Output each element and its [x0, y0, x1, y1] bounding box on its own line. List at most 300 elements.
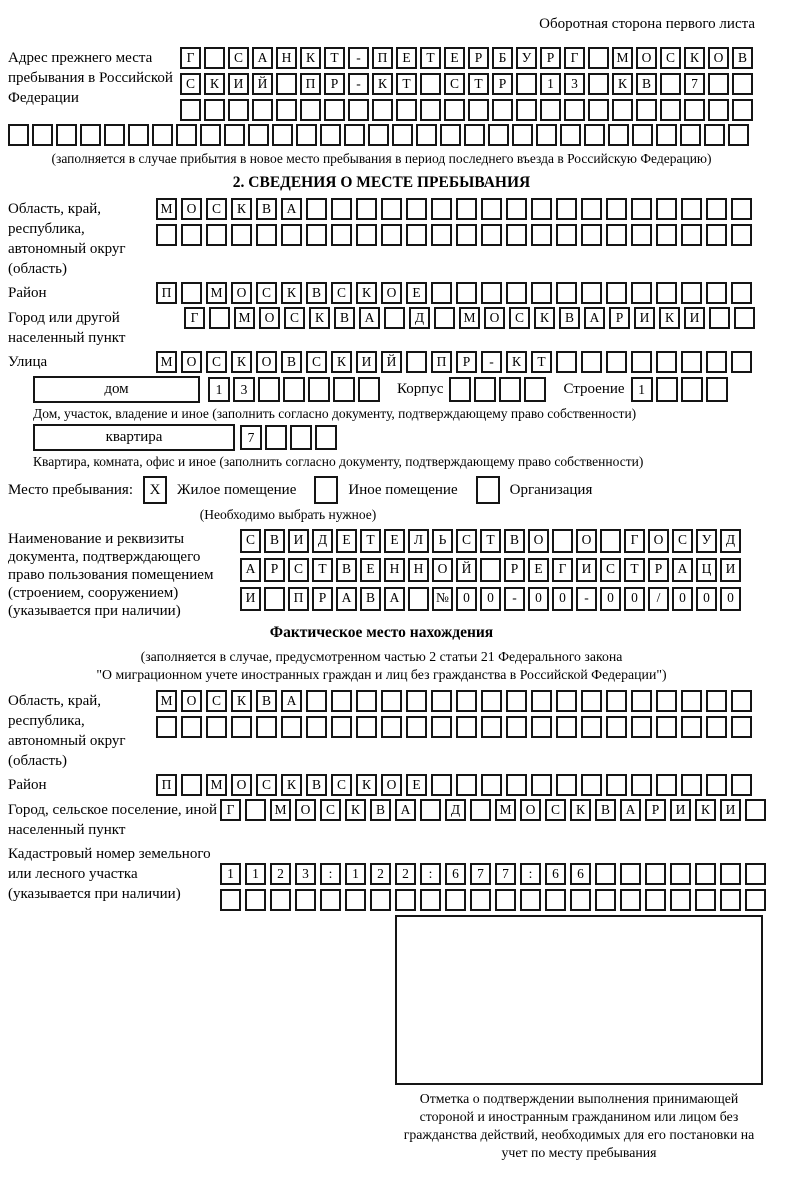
char-box[interactable]	[456, 224, 477, 246]
char-box[interactable]	[481, 282, 502, 304]
char-box[interactable]: К	[300, 47, 321, 69]
char-box[interactable]: :	[520, 863, 541, 885]
char-box[interactable]: К	[612, 73, 633, 95]
char-box[interactable]: Т	[312, 558, 333, 582]
char-box[interactable]	[152, 124, 173, 146]
char-box[interactable]	[506, 774, 527, 796]
char-box[interactable]: М	[156, 198, 177, 220]
char-box[interactable]: Б	[492, 47, 513, 69]
char-box[interactable]: М	[495, 799, 516, 821]
char-box[interactable]	[80, 124, 101, 146]
char-box[interactable]	[306, 198, 327, 220]
char-box[interactable]: Р	[324, 73, 345, 95]
char-box[interactable]: И	[684, 307, 705, 329]
char-box[interactable]: Ь	[432, 529, 453, 553]
char-box[interactable]: А	[584, 307, 605, 329]
char-box[interactable]: Ц	[696, 558, 717, 582]
stay-type-checkbox-organization[interactable]	[476, 476, 500, 504]
char-box[interactable]	[670, 889, 691, 911]
char-box[interactable]	[706, 377, 728, 402]
char-box[interactable]	[606, 690, 627, 712]
char-box[interactable]	[231, 224, 252, 246]
char-box[interactable]	[381, 716, 402, 738]
char-box[interactable]: 6	[445, 863, 466, 885]
char-box[interactable]: 0	[456, 587, 477, 611]
char-box[interactable]	[381, 198, 402, 220]
char-box[interactable]: Д	[720, 529, 741, 553]
char-box[interactable]	[420, 99, 441, 121]
char-box[interactable]: О	[648, 529, 669, 553]
char-box[interactable]: О	[432, 558, 453, 582]
char-box[interactable]: И	[288, 529, 309, 553]
char-box[interactable]	[631, 198, 652, 220]
char-box[interactable]: 1	[208, 377, 230, 402]
char-box[interactable]	[731, 198, 752, 220]
char-box[interactable]: К	[204, 73, 225, 95]
char-box[interactable]	[506, 690, 527, 712]
char-box[interactable]	[681, 716, 702, 738]
char-box[interactable]: А	[252, 47, 273, 69]
char-box[interactable]: К	[570, 799, 591, 821]
char-box[interactable]	[631, 690, 652, 712]
char-box[interactable]	[181, 282, 202, 304]
char-box[interactable]: В	[370, 799, 391, 821]
char-box[interactable]	[681, 224, 702, 246]
char-box[interactable]: О	[295, 799, 316, 821]
char-box[interactable]	[204, 47, 225, 69]
char-box[interactable]	[581, 351, 602, 373]
char-box[interactable]	[270, 889, 291, 911]
char-box[interactable]: Г	[624, 529, 645, 553]
char-box[interactable]: 3	[295, 863, 316, 885]
char-box[interactable]: В	[306, 282, 327, 304]
char-box[interactable]	[406, 198, 427, 220]
char-box[interactable]: В	[264, 529, 285, 553]
char-box[interactable]: С	[331, 282, 352, 304]
char-box[interactable]	[431, 690, 452, 712]
char-box[interactable]	[531, 774, 552, 796]
char-box[interactable]	[345, 889, 366, 911]
char-box[interactable]: И	[228, 73, 249, 95]
char-box[interactable]	[732, 73, 753, 95]
char-box[interactable]: К	[356, 282, 377, 304]
char-box[interactable]	[531, 282, 552, 304]
char-box[interactable]	[456, 282, 477, 304]
char-box[interactable]	[356, 224, 377, 246]
char-box[interactable]: 0	[552, 587, 573, 611]
char-box[interactable]: Н	[384, 558, 405, 582]
char-box[interactable]	[731, 716, 752, 738]
char-box[interactable]	[660, 99, 681, 121]
char-box[interactable]	[181, 774, 202, 796]
char-box[interactable]	[706, 716, 727, 738]
char-box[interactable]: С	[206, 198, 227, 220]
char-box[interactable]	[645, 889, 666, 911]
char-box[interactable]: Г	[220, 799, 241, 821]
char-box[interactable]	[495, 889, 516, 911]
char-box[interactable]	[708, 73, 729, 95]
char-box[interactable]	[745, 799, 766, 821]
char-box[interactable]	[431, 224, 452, 246]
char-box[interactable]	[524, 377, 546, 402]
char-box[interactable]	[520, 889, 541, 911]
char-box[interactable]	[272, 124, 293, 146]
char-box[interactable]	[456, 690, 477, 712]
char-box[interactable]: -	[504, 587, 525, 611]
char-box[interactable]: А	[359, 307, 380, 329]
char-box[interactable]	[481, 716, 502, 738]
char-box[interactable]	[315, 425, 337, 450]
char-box[interactable]: 7	[684, 73, 705, 95]
char-box[interactable]: О	[181, 198, 202, 220]
char-box[interactable]: Е	[406, 282, 427, 304]
char-box[interactable]	[499, 377, 521, 402]
char-box[interactable]	[156, 224, 177, 246]
char-box[interactable]	[406, 351, 427, 373]
char-box[interactable]	[588, 47, 609, 69]
char-box[interactable]	[656, 716, 677, 738]
char-box[interactable]: Г	[180, 47, 201, 69]
char-box[interactable]: С	[240, 529, 261, 553]
char-box[interactable]: 7	[240, 425, 262, 450]
char-box[interactable]	[331, 716, 352, 738]
char-box[interactable]: А	[336, 587, 357, 611]
char-box[interactable]	[406, 224, 427, 246]
char-box[interactable]	[474, 377, 496, 402]
char-box[interactable]: 7	[470, 863, 491, 885]
char-box[interactable]: Й	[381, 351, 402, 373]
char-box[interactable]: П	[156, 282, 177, 304]
char-box[interactable]	[392, 124, 413, 146]
char-box[interactable]	[440, 124, 461, 146]
char-box[interactable]: М	[206, 282, 227, 304]
char-box[interactable]: К	[309, 307, 330, 329]
char-box[interactable]: В	[281, 351, 302, 373]
char-box[interactable]: :	[320, 863, 341, 885]
char-box[interactable]	[516, 73, 537, 95]
char-box[interactable]	[283, 377, 305, 402]
char-box[interactable]	[248, 124, 269, 146]
char-box[interactable]	[356, 690, 377, 712]
char-box[interactable]: Е	[360, 558, 381, 582]
char-box[interactable]: В	[336, 558, 357, 582]
char-box[interactable]	[660, 73, 681, 95]
char-box[interactable]: А	[240, 558, 261, 582]
char-box[interactable]	[656, 282, 677, 304]
char-box[interactable]	[176, 124, 197, 146]
char-box[interactable]	[606, 224, 627, 246]
char-box[interactable]: С	[444, 73, 465, 95]
char-box[interactable]: О	[381, 774, 402, 796]
char-box[interactable]	[606, 282, 627, 304]
char-box[interactable]	[264, 587, 285, 611]
char-box[interactable]	[556, 690, 577, 712]
char-box[interactable]	[348, 99, 369, 121]
char-box[interactable]: И	[634, 307, 655, 329]
char-box[interactable]	[695, 863, 716, 885]
char-box[interactable]: Й	[252, 73, 273, 95]
char-box[interactable]: -	[481, 351, 502, 373]
char-box[interactable]: Т	[624, 558, 645, 582]
char-box[interactable]: В	[732, 47, 753, 69]
char-box[interactable]: О	[520, 799, 541, 821]
stay-type-checkbox-other-premise[interactable]	[314, 476, 338, 504]
char-box[interactable]	[333, 377, 355, 402]
char-box[interactable]	[656, 377, 678, 402]
char-box[interactable]	[256, 224, 277, 246]
char-box[interactable]: С	[600, 558, 621, 582]
char-box[interactable]: Й	[456, 558, 477, 582]
char-box[interactable]: В	[595, 799, 616, 821]
char-box[interactable]: 1	[540, 73, 561, 95]
char-box[interactable]: 6	[545, 863, 566, 885]
char-box[interactable]	[631, 224, 652, 246]
char-box[interactable]	[320, 124, 341, 146]
char-box[interactable]	[720, 863, 741, 885]
char-box[interactable]	[656, 198, 677, 220]
char-box[interactable]	[620, 889, 641, 911]
char-box[interactable]: В	[636, 73, 657, 95]
char-box[interactable]: Т	[396, 73, 417, 95]
char-box[interactable]	[408, 587, 429, 611]
char-box[interactable]	[588, 73, 609, 95]
char-box[interactable]	[358, 377, 380, 402]
char-box[interactable]: Д	[445, 799, 466, 821]
char-box[interactable]: О	[181, 351, 202, 373]
char-box[interactable]: Т	[480, 529, 501, 553]
char-box[interactable]: 0	[480, 587, 501, 611]
char-box[interactable]	[231, 716, 252, 738]
char-box[interactable]: С	[206, 351, 227, 373]
char-box[interactable]	[265, 425, 287, 450]
char-box[interactable]: С	[509, 307, 530, 329]
char-box[interactable]: А	[620, 799, 641, 821]
char-box[interactable]	[745, 889, 766, 911]
char-box[interactable]: К	[231, 198, 252, 220]
char-box[interactable]	[356, 716, 377, 738]
char-box[interactable]: Р	[492, 73, 513, 95]
char-box[interactable]	[681, 351, 702, 373]
char-box[interactable]	[720, 889, 741, 911]
char-box[interactable]	[631, 351, 652, 373]
char-box[interactable]	[180, 99, 201, 121]
char-box[interactable]	[709, 307, 730, 329]
char-box[interactable]	[706, 224, 727, 246]
char-box[interactable]: И	[720, 799, 741, 821]
char-box[interactable]: О	[181, 690, 202, 712]
char-box[interactable]	[612, 99, 633, 121]
char-box[interactable]: /	[648, 587, 669, 611]
char-box[interactable]: К	[231, 690, 252, 712]
char-box[interactable]	[556, 351, 577, 373]
char-box[interactable]: Т	[324, 47, 345, 69]
char-box[interactable]	[556, 774, 577, 796]
char-box[interactable]	[681, 377, 703, 402]
char-box[interactable]	[456, 198, 477, 220]
char-box[interactable]	[731, 351, 752, 373]
char-box[interactable]	[420, 73, 441, 95]
char-box[interactable]: С	[228, 47, 249, 69]
char-box[interactable]: Е	[406, 774, 427, 796]
char-box[interactable]: В	[504, 529, 525, 553]
char-box[interactable]: К	[506, 351, 527, 373]
char-box[interactable]	[381, 224, 402, 246]
char-box[interactable]	[631, 282, 652, 304]
char-box[interactable]	[608, 124, 629, 146]
char-box[interactable]: Т	[360, 529, 381, 553]
char-box[interactable]	[680, 124, 701, 146]
char-box[interactable]	[395, 889, 416, 911]
char-box[interactable]: А	[384, 587, 405, 611]
char-box[interactable]	[606, 198, 627, 220]
char-box[interactable]: К	[231, 351, 252, 373]
char-box[interactable]	[290, 425, 312, 450]
char-box[interactable]: И	[240, 587, 261, 611]
char-box[interactable]	[224, 124, 245, 146]
char-box[interactable]	[492, 99, 513, 121]
char-box[interactable]: К	[534, 307, 555, 329]
char-box[interactable]	[681, 198, 702, 220]
char-box[interactable]	[706, 282, 727, 304]
char-box[interactable]	[745, 863, 766, 885]
char-box[interactable]: С	[545, 799, 566, 821]
char-box[interactable]	[8, 124, 29, 146]
char-box[interactable]	[420, 799, 441, 821]
char-box[interactable]: К	[372, 73, 393, 95]
char-box[interactable]: К	[281, 282, 302, 304]
char-box[interactable]	[606, 716, 627, 738]
char-box[interactable]: О	[231, 774, 252, 796]
char-box[interactable]: 0	[720, 587, 741, 611]
char-box[interactable]	[252, 99, 273, 121]
char-box[interactable]	[581, 690, 602, 712]
char-box[interactable]	[631, 774, 652, 796]
char-box[interactable]: Р	[648, 558, 669, 582]
char-box[interactable]	[564, 99, 585, 121]
char-box[interactable]: Т	[531, 351, 552, 373]
char-box[interactable]: С	[284, 307, 305, 329]
char-box[interactable]: 0	[624, 587, 645, 611]
char-box[interactable]: -	[348, 47, 369, 69]
char-box[interactable]	[606, 351, 627, 373]
char-box[interactable]	[258, 377, 280, 402]
char-box[interactable]	[540, 99, 561, 121]
char-box[interactable]: О	[576, 529, 597, 553]
char-box[interactable]: В	[559, 307, 580, 329]
char-box[interactable]	[431, 774, 452, 796]
char-box[interactable]: 0	[696, 587, 717, 611]
char-box[interactable]	[506, 224, 527, 246]
char-box[interactable]: Р	[540, 47, 561, 69]
char-box[interactable]	[406, 716, 427, 738]
char-box[interactable]: С	[331, 774, 352, 796]
char-box[interactable]: В	[334, 307, 355, 329]
char-box[interactable]: И	[670, 799, 691, 821]
char-box[interactable]	[581, 774, 602, 796]
char-box[interactable]	[444, 99, 465, 121]
char-box[interactable]	[324, 99, 345, 121]
char-box[interactable]	[731, 224, 752, 246]
char-box[interactable]: С	[306, 351, 327, 373]
char-box[interactable]	[431, 198, 452, 220]
char-box[interactable]: А	[672, 558, 693, 582]
char-box[interactable]: Д	[312, 529, 333, 553]
char-box[interactable]: №	[432, 587, 453, 611]
char-box[interactable]: О	[381, 282, 402, 304]
char-box[interactable]: Н	[276, 47, 297, 69]
char-box[interactable]: 2	[370, 863, 391, 885]
char-box[interactable]: Т	[468, 73, 489, 95]
char-box[interactable]	[200, 124, 221, 146]
char-box[interactable]	[480, 558, 501, 582]
char-box[interactable]	[681, 690, 702, 712]
char-box[interactable]	[656, 124, 677, 146]
char-box[interactable]	[581, 282, 602, 304]
char-box[interactable]: Е	[384, 529, 405, 553]
char-box[interactable]: С	[672, 529, 693, 553]
char-box[interactable]	[531, 690, 552, 712]
char-box[interactable]: С	[256, 774, 277, 796]
char-box[interactable]	[731, 774, 752, 796]
char-box[interactable]	[368, 124, 389, 146]
char-box[interactable]	[281, 224, 302, 246]
char-box[interactable]	[331, 198, 352, 220]
char-box[interactable]	[281, 716, 302, 738]
char-box[interactable]	[456, 774, 477, 796]
char-box[interactable]: Р	[264, 558, 285, 582]
char-box[interactable]	[206, 224, 227, 246]
char-box[interactable]	[481, 690, 502, 712]
char-box[interactable]: А	[281, 198, 302, 220]
char-box[interactable]	[32, 124, 53, 146]
char-box[interactable]: В	[256, 198, 277, 220]
char-box[interactable]	[420, 889, 441, 911]
char-box[interactable]: И	[576, 558, 597, 582]
char-box[interactable]	[464, 124, 485, 146]
char-box[interactable]	[656, 690, 677, 712]
char-box[interactable]: С	[180, 73, 201, 95]
char-box[interactable]	[731, 690, 752, 712]
char-box[interactable]: Р	[468, 47, 489, 69]
char-box[interactable]: М	[612, 47, 633, 69]
char-box[interactable]: П	[372, 47, 393, 69]
char-box[interactable]	[620, 863, 641, 885]
char-box[interactable]	[706, 198, 727, 220]
char-box[interactable]: О	[484, 307, 505, 329]
char-box[interactable]	[706, 774, 727, 796]
char-box[interactable]	[516, 99, 537, 121]
char-box[interactable]	[728, 124, 749, 146]
char-box[interactable]	[695, 889, 716, 911]
char-box[interactable]	[396, 99, 417, 121]
char-box[interactable]	[128, 124, 149, 146]
char-box[interactable]	[306, 716, 327, 738]
char-box[interactable]	[631, 716, 652, 738]
char-box[interactable]: К	[345, 799, 366, 821]
char-box[interactable]	[556, 282, 577, 304]
char-box[interactable]	[181, 716, 202, 738]
char-box[interactable]	[581, 224, 602, 246]
char-box[interactable]: И	[356, 351, 377, 373]
char-box[interactable]	[632, 124, 653, 146]
char-box[interactable]	[552, 529, 573, 553]
char-box[interactable]	[204, 99, 225, 121]
char-box[interactable]: Р	[312, 587, 333, 611]
char-box[interactable]	[645, 863, 666, 885]
char-box[interactable]	[156, 716, 177, 738]
char-box[interactable]: Е	[528, 558, 549, 582]
char-box[interactable]	[331, 224, 352, 246]
